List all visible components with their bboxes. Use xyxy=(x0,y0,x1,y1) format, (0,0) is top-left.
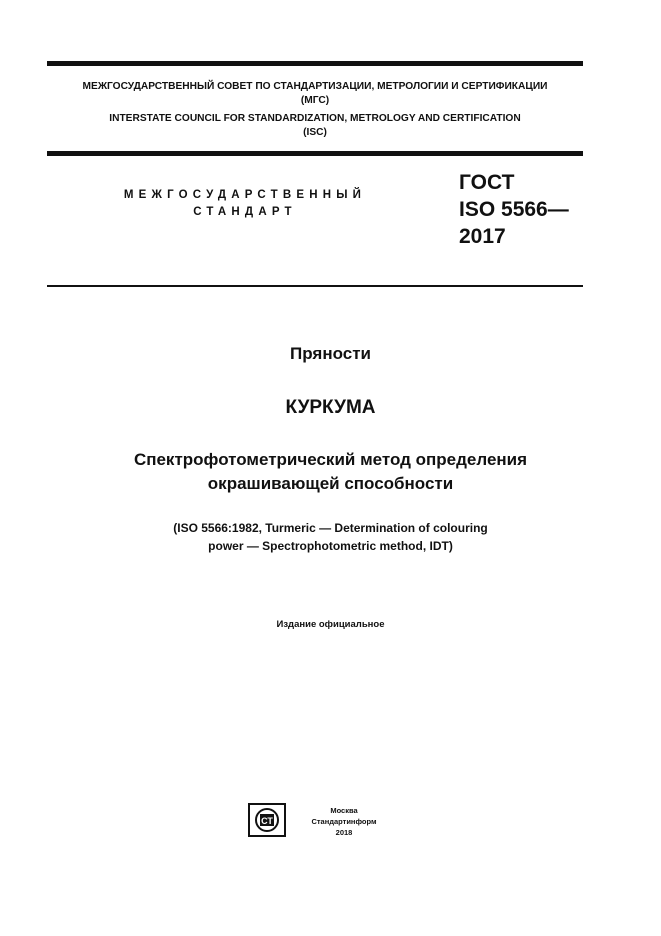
standard-code-line2: ISO 5566— xyxy=(459,198,569,221)
council-abbr-ru: (МГС) xyxy=(300,95,330,106)
publisher-block xyxy=(248,803,398,843)
category-title: Пряности xyxy=(290,344,371,363)
standard-label-line2: СТАНДАРТ xyxy=(193,206,297,218)
standard-code-line1: ГОСТ xyxy=(459,171,515,194)
edition-label: Издание официальное xyxy=(276,619,385,630)
council-name-en: INTERSTATE COUNCIL FOR STANDARDIZATION, METROLOGY AND CERTIFICATION xyxy=(109,113,521,124)
council-name-ru: МЕЖГОСУДАРСТВЕННЫЙ СОВЕТ ПО СТАНДАРТИЗАЦИИ, МЕТРОЛОГИИ И СЕРТИФИКАЦИИ xyxy=(82,81,548,92)
publisher-logo-icon xyxy=(248,803,286,837)
council-abbr-en: (ISC) xyxy=(303,127,327,138)
publisher-city: Москва xyxy=(330,806,358,815)
iso-reference-line2: power — Spectrophotometric method, IDT) xyxy=(208,539,453,553)
method-title-line2: окрашивающей способности xyxy=(207,474,454,493)
publisher-name: Стандартинформ xyxy=(311,817,377,826)
method-title-line1: Спектрофотометрический метод определения xyxy=(133,450,528,469)
publisher-year: 2018 xyxy=(335,828,353,837)
standard-label-line1: МЕЖГОСУДАРСТВЕННЫЙ xyxy=(123,189,367,201)
publisher-logo-text: СТ xyxy=(261,816,273,826)
iso-reference-line1: (ISO 5566:1982, Turmeric — Determination of colouring xyxy=(173,521,488,535)
title-rule xyxy=(47,285,583,287)
standard-code-line3: 2017 xyxy=(459,225,506,248)
top-rule xyxy=(47,61,583,66)
header-rule xyxy=(47,151,583,156)
product-title: КУРКУМА xyxy=(285,397,376,418)
